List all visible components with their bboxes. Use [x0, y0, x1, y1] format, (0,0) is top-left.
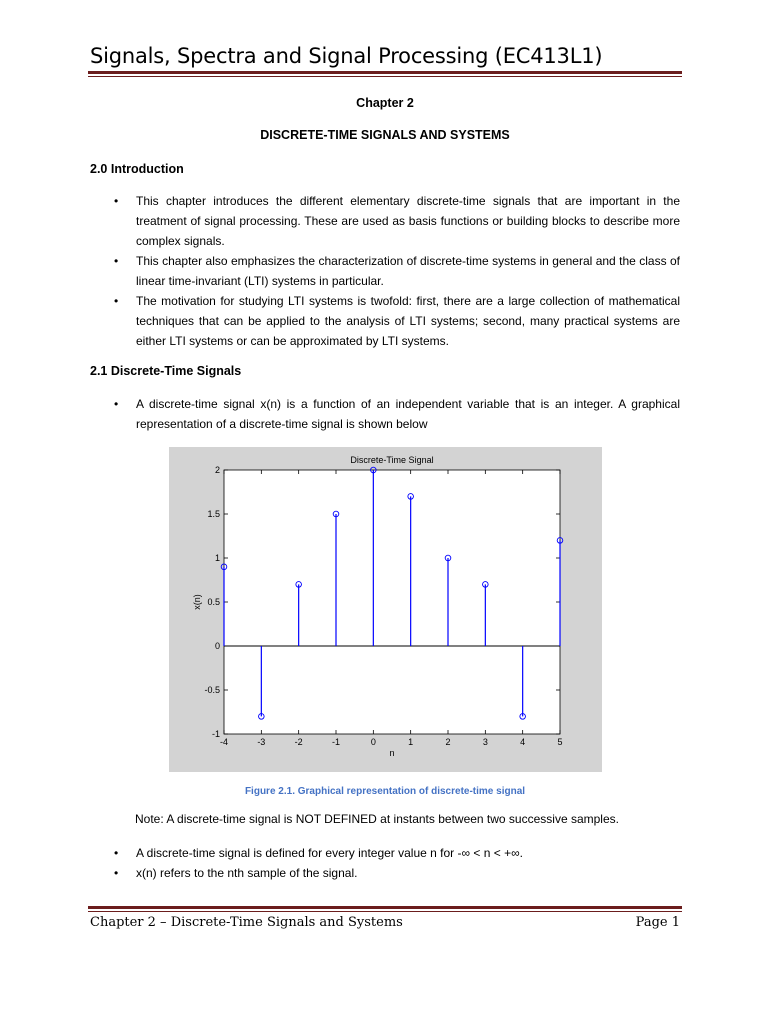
y-tick-label: -0.5	[204, 685, 220, 695]
list-item: • This chapter introduces the different elementary discrete-time signals that are important in the treatment of signal processing. These are used as basis functions or building blocks to describe more complex signals.	[114, 191, 680, 251]
list-item: • This chapter also emphasizes the characterization of discrete-time systems in general and the class of linear time-invariant (LTI) systems in particular.	[114, 251, 680, 291]
x-tick-label: 5	[557, 737, 563, 747]
y-axis-label: x(n)	[192, 594, 202, 610]
header-rule	[88, 71, 682, 74]
x-tick-label: -4	[219, 737, 229, 747]
intro-bullet-list	[114, 191, 680, 351]
bullet-icon: •	[114, 254, 119, 268]
y-tick-label: -1	[211, 729, 220, 739]
y-tick-label: 1.5	[207, 509, 220, 519]
y-tick-label: 2	[214, 465, 220, 475]
figure-caption: Figure 2.1. Graphical representation of discrete-time signal	[244, 786, 526, 797]
x-tick-label: 0	[370, 737, 376, 747]
list-item: • x(n) refers to the nth sample of the signal.	[114, 863, 680, 883]
footer-rule-thin	[88, 911, 682, 912]
note-text: Note: A discrete-time signal is NOT DEFINED at instants between two successive samples.	[135, 812, 619, 826]
section-heading-intro: 2.0 Introduction	[90, 162, 184, 176]
y-tick-label: 0.5	[207, 597, 220, 607]
x-tick-label: 1	[408, 737, 414, 747]
chapter-number: Chapter 2	[356, 96, 414, 110]
bullet-icon: •	[114, 866, 119, 880]
list-item: • A discrete-time signal is defined for every integer value n for -∞ < n < +∞.	[114, 843, 680, 863]
y-tick-label: 1	[214, 553, 220, 563]
x-tick-label: 4	[520, 737, 526, 747]
list-item: • The motivation for studying LTI systems is twofold: first, there are a large collection of mathematical techniques that can be applied to the analysis of LTI systems; second, many practical systems are either LTI systems or can be approximated by LTI systems.	[114, 291, 680, 351]
x-axis-label: n	[389, 748, 395, 758]
section-heading-signals: 2.1 Discrete-Time Signals	[90, 364, 242, 378]
more-bullet-list	[114, 843, 680, 883]
page-header-title: Signals, Spectra and Signal Processing (EC413L1)	[90, 44, 603, 68]
bullet-icon: •	[114, 846, 119, 860]
bullet-icon: •	[114, 294, 119, 308]
footer-rule	[88, 906, 682, 909]
x-tick-label: -1	[331, 737, 341, 747]
x-tick-label: 2	[445, 737, 451, 747]
y-tick-label: 0	[214, 641, 220, 651]
chart-title: Discrete-Time Signal	[350, 455, 434, 465]
bullet-icon: •	[114, 397, 119, 411]
figure-background	[169, 447, 602, 772]
x-tick-label: -3	[257, 737, 266, 747]
footer-chapter-label: Chapter 2 – Discrete-Time Signals and Systems	[90, 915, 403, 930]
x-tick-label: 3	[482, 737, 488, 747]
footer-page-number: Page 1	[635, 915, 680, 930]
bullet-icon: •	[114, 194, 119, 208]
x-tick-label: -2	[294, 737, 303, 747]
header-rule-thin	[88, 76, 682, 77]
list-item: • A discrete-time signal x(n) is a function of an independent variable that is an integer. A graphical representation of a discrete-time signal is shown below	[114, 394, 680, 434]
signals-bullet-list	[114, 394, 680, 434]
chapter-title: DISCRETE-TIME SIGNALS AND SYSTEMS	[260, 128, 510, 142]
